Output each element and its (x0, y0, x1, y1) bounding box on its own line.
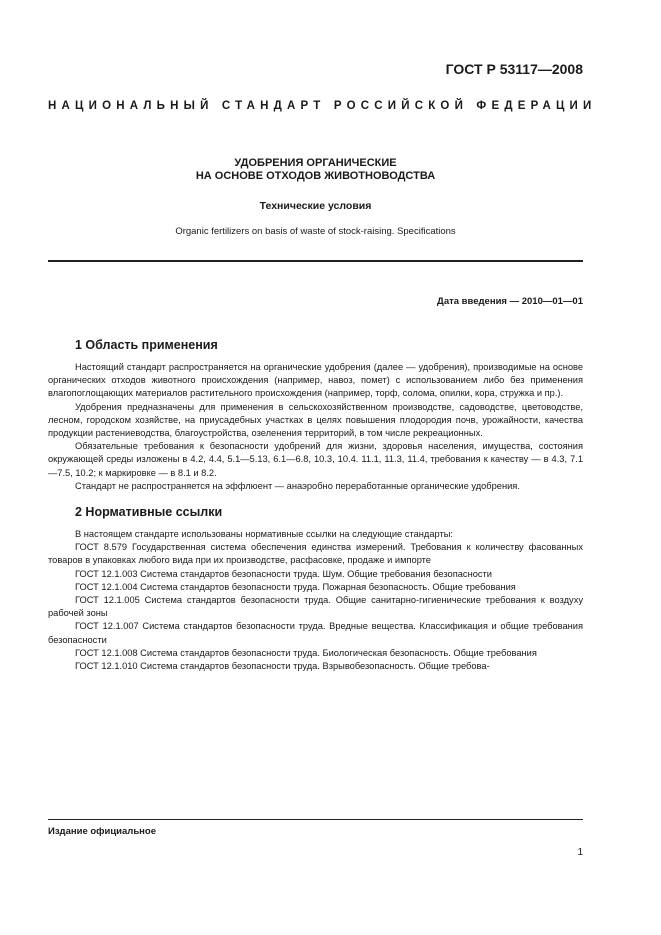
title-block (48, 157, 583, 237)
document-subtitle: Технические условия (259, 200, 372, 212)
gost-number: ГОСТ Р 53117—2008 (445, 61, 583, 77)
reference-item: ГОСТ 8.579 Государственная система обеспечения единства измерений. Требования к количеству фасованных товаров в упаковках любого вида при их производстве, расфасовке, продаже и импорте (48, 542, 583, 566)
paragraph: Обязательные требования к безопасности удобрений для жизни, здоровья населения, имущества, состояния окружающей среды изложены в 4.2, 4.4, 5.1—5.13, 6.1—6.8, 10.3, 10.4. 11.1, 11.3, 11.4, требования к качеству — в 4.3, 7.1—7.5, 10.2; к маркировке — в 8.1 и 8.2. (48, 441, 583, 478)
reference-item: ГОСТ 12.1.004 Система стандартов безопасности труда. Пожарная безопасность. Общие требования (75, 581, 516, 592)
title-line-2: НА ОСНОВЕ ОТХОДОВ ЖИВОТНОВОДСТВА (195, 170, 436, 182)
section-1-heading: 1 Область применения (75, 338, 218, 352)
reference-item: ГОСТ 12.1.010 Система стандартов безопасности труда. Взрывобезопасность. Общие требова- (75, 661, 490, 672)
title-line-1: УДОБРЕНИЯ ОРГАНИЧЕСКИЕ (234, 157, 397, 169)
section-gap (48, 493, 583, 505)
english-title: Organic fertilizers on basis of waste of stock-raising. Specifications (175, 226, 456, 237)
footer-divider (48, 819, 583, 820)
paragraph: В настоящем стандарте использованы нормативные ссылки на следующие стандарты: (75, 529, 454, 540)
section-2-heading: 2 Нормативные ссылки (75, 505, 223, 520)
document-body (48, 338, 583, 673)
reference-item: ГОСТ 12.1.007 Система стандартов безопасности труда. Вредные вещества. Классификация и общие требования безопасности (48, 621, 583, 645)
official-edition-label: Издание официальное (48, 826, 156, 837)
reference-item: ГОСТ 12.1.008 Система стандартов безопасности труда. Биологическая безопасность. Общие требования (75, 647, 537, 658)
paragraph: Удобрения предназначены для применения в сельскохозяйственном производстве, садоводстве, цветоводстве, лесном, городском хозяйстве, на приусадебных участках в целях повышения плодородия почв, урожайности, качества продукции растениеводства, благоустройства, озеленения территорий, в том числе рекреационных. (48, 401, 583, 439)
header-divider (48, 260, 583, 262)
page-number: 1 (577, 847, 583, 858)
introduction-date: Дата введения — 2010—01—01 (437, 296, 583, 307)
reference-item: ГОСТ 12.1.003 Система стандартов безопасности труда. Шум. Общие требования безопасности (75, 568, 492, 579)
reference-item: ГОСТ 12.1.005 Система стандартов безопасности труда. Общие санитарно-гигиенические требования к воздуху рабочей зоны (48, 595, 583, 619)
national-standard-heading: НАЦИОНАЛЬНЫЙ СТАНДАРТ РОССИЙСКОЙ ФЕДЕРАЦИИ (48, 100, 597, 112)
paragraph: Настоящий стандарт распространяется на органические удобрения (далее — удобрения), производимые на основе органических отходов животного происхождения (например, навоз, помет) с использованием либо без применения влагопоглощающих материалов растительного происхождения (например, торф, солома, опилки, кора, стружка и пр.). (48, 362, 583, 399)
paragraph: Стандарт не распространяется на эффлюент — анаэробно переработанные органические удобрения. (75, 480, 520, 491)
